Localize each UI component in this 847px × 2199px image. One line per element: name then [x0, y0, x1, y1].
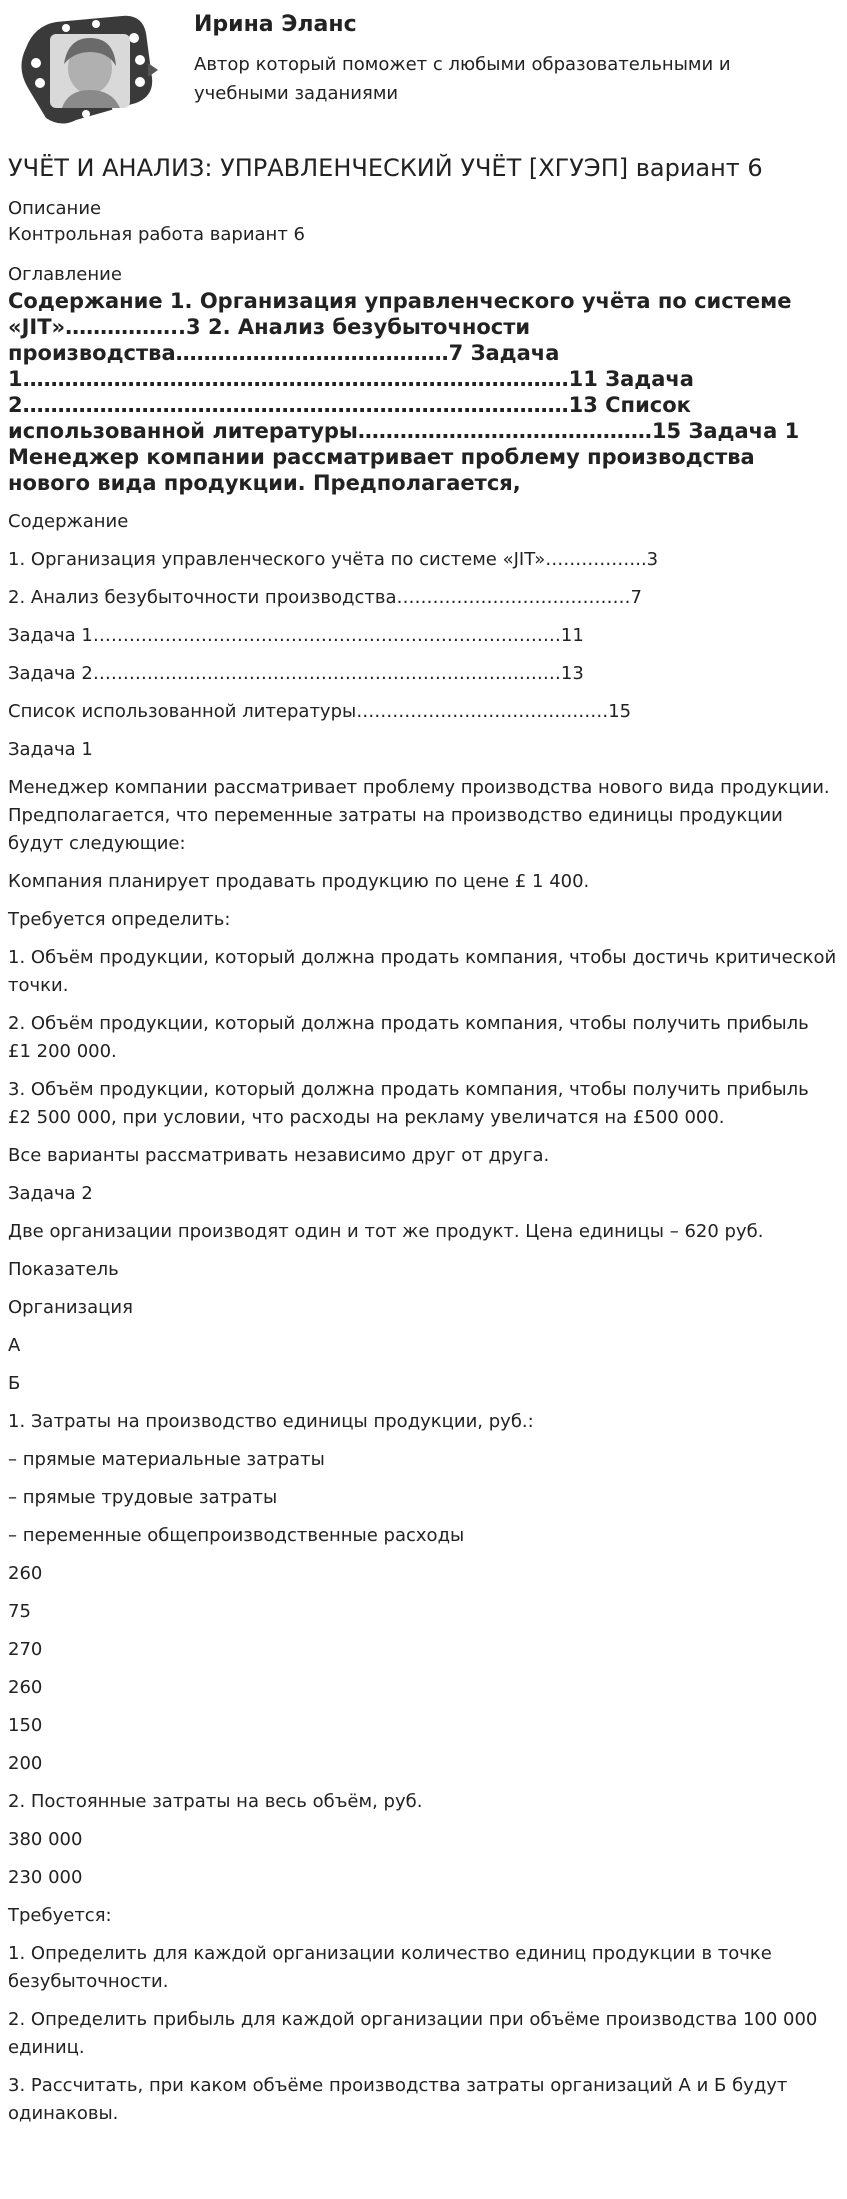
- paragraph: – прямые материальные затраты: [8, 1449, 325, 1470]
- paragraph: 230 000: [8, 1867, 83, 1888]
- paragraph: 260: [8, 1677, 43, 1698]
- paragraph: Задача 1……………………………………………………………………11: [8, 625, 584, 646]
- paragraph: 2. Анализ безубыточности производства…………………………………7: [8, 587, 642, 608]
- author-card: [8, 0, 837, 138]
- description-heading: Описание: [8, 198, 102, 219]
- paragraph: 75: [8, 1601, 31, 1622]
- paragraph: Все варианты рассматривать независимо друг от друга.: [8, 1145, 550, 1166]
- paragraph: – переменные общепроизводственные расходы: [8, 1525, 465, 1546]
- document-title: УЧЁТ И АНАЛИЗ: УПРАВЛЕНЧЕСКИЙ УЧЁТ [ХГУЭП] вариант 6: [8, 154, 763, 182]
- paragraph: Б: [8, 1373, 21, 1394]
- paragraph: Задача 2……………………………………………………………………13: [8, 663, 584, 684]
- paragraph: Требуется:: [8, 1905, 112, 1926]
- paragraph: А: [8, 1335, 21, 1356]
- paragraph: Требуется определить:: [8, 909, 231, 930]
- paragraph: 260: [8, 1563, 43, 1584]
- author-avatar[interactable]: [16, 8, 158, 128]
- document-body: [8, 508, 837, 2128]
- paragraph: 270: [8, 1639, 43, 1660]
- paragraph: 1. Определить для каждой организации количество единиц продукции в точке безубыточности.: [8, 1943, 772, 1992]
- paragraph: 3. Объём продукции, который должна продать компания, чтобы получить прибыль £2 500 000, при условии, что расходы на рекламу увеличатся на £500 000.: [8, 1079, 809, 1128]
- paragraph: Менеджер компании рассматривает проблему производства нового вида продукции. Предполагается, что переменные затраты на производство единицы продукции будут следующие:: [8, 777, 830, 854]
- toc-summary: Содержание 1. Организация управленческого учёта по системе «JIT»……………..3 2. Анализ безубыточности производства…………………………………7 Задача 1……………………………………………………………………11 Задача 2……………………………………………………………………13 Список использованной литературы……………………………………15 Задача 1 Менеджер компании рассматривает проблему производства нового вида продукции. Предполагается,: [8, 289, 800, 495]
- paragraph: Две организации производят один и тот же продукт. Цена единицы – 620 руб.: [8, 1221, 764, 1242]
- paragraph: 1. Объём продукции, который должна продать компания, чтобы достичь критической точки.: [8, 947, 837, 996]
- paragraph: 150: [8, 1715, 43, 1736]
- paragraph: 2. Объём продукции, который должна продать компания, чтобы получить прибыль £1 200 000.: [8, 1013, 809, 1062]
- paragraph: – прямые трудовые затраты: [8, 1487, 278, 1508]
- description-text: Контрольная работа вариант 6: [8, 224, 305, 245]
- paragraph: Содержание: [8, 511, 129, 532]
- paragraph: Организация: [8, 1297, 133, 1318]
- paragraph: Задача 1: [8, 739, 93, 760]
- toc-heading: Оглавление: [8, 264, 122, 285]
- paragraph: 380 000: [8, 1829, 83, 1850]
- author-name[interactable]: Ирина Эланс: [194, 12, 357, 37]
- paragraph: 3. Рассчитать, при каком объёме производства затраты организаций А и Б будут одинаковы.: [8, 2075, 788, 2124]
- author-description: Автор который поможет с любыми образовательными и учебными заданиями: [194, 54, 731, 104]
- paragraph: Компания планирует продавать продукцию по цене £ 1 400.: [8, 871, 590, 892]
- paragraph: Список использованной литературы……………………………………15: [8, 701, 632, 722]
- author-photo: [50, 34, 130, 108]
- paragraph: 1. Затраты на производство единицы продукции, руб.:: [8, 1411, 534, 1432]
- paragraph: 2. Определить прибыль для каждой организации при объёме производства 100 000 единиц.: [8, 2009, 818, 2058]
- paragraph: 200: [8, 1753, 43, 1774]
- paragraph: 1. Организация управленческого учёта по системе «JIT»……………..3: [8, 549, 659, 570]
- paragraph: Показатель: [8, 1259, 119, 1280]
- paragraph: Задача 2: [8, 1183, 93, 1204]
- paragraph: 2. Постоянные затраты на весь объём, руб.: [8, 1791, 423, 1812]
